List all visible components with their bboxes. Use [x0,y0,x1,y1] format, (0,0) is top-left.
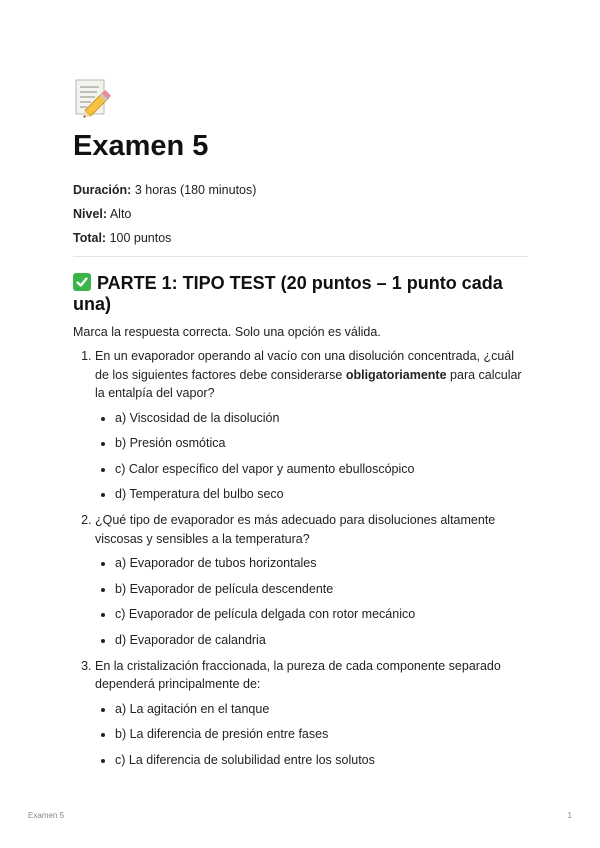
question-list [73,347,528,769]
option-item: • d) Evaporador de calandria [115,631,528,649]
memo-pencil-icon [73,76,528,118]
duration-value: 3 horas (180 minutos) [131,183,257,197]
option-list [95,554,528,649]
option-item: • d) Temperatura del bulbo seco [115,485,528,503]
footer-page-number: 1 [567,811,572,820]
section-heading-text: PARTE 1: TIPO TEST (20 puntos – 1 punto cada una) [73,273,503,314]
duration-label: Duración: [73,183,132,197]
level-value: Alto [107,207,132,221]
option-item: • b) La diferencia de presión entre fases [115,725,528,743]
duration-line [73,178,528,202]
option-list [95,409,528,504]
option-item: • a) Evaporador de tubos horizontales [115,554,528,572]
question-text-part: para calcular la entalpía del vapor? [95,367,522,400]
option-item: • c) Calor específico del vapor y aumento ebulloscópico [115,460,528,478]
option-item: • a) La agitación en el tanque [115,700,528,718]
section-intro: Marca la respuesta correcta. Solo una opción es válida. [73,325,381,339]
footer-document-title: Examen 5 [28,811,65,820]
divider [73,256,528,257]
exam-meta [73,178,528,250]
question-item [95,511,528,649]
question-text: ¿Qué tipo de evaporador es más adecuado para disoluciones altamente viscosas y sensibles a la temperatura? [95,513,496,546]
question-text: En la cristalización fraccionada, la pureza de cada componente separado dependerá principalmente de: [95,658,501,691]
question-item [95,657,528,769]
option-item: • b) Presión osmótica [115,434,528,452]
level-line [73,202,528,226]
option-item: • a) Viscosidad de la disolución [115,409,528,427]
option-item: • b) Evaporador de película descendente [115,580,528,598]
question-text-part: En un evaporador operando al vacío con una disolución concentrada, ¿cuál de los siguientes factores debe considerarse [95,349,515,382]
check-mark-icon [73,273,91,291]
page-title: Examen 5 [73,130,209,162]
total-line [73,226,528,250]
option-item: • c) Evaporador de película delgada con rotor mecánico [115,605,528,623]
option-item: • c) La diferencia de solubilidad entre los solutos [115,751,528,769]
document-page [73,76,528,777]
question-text [95,349,522,400]
section-heading [73,273,528,315]
question-item [95,347,528,503]
total-label: Total: [73,231,107,245]
level-label: Nivel: [73,207,108,221]
option-list [95,700,528,769]
total-value: 100 puntos [106,231,172,245]
question-text-emphasis: obligatoriamente [345,367,447,382]
